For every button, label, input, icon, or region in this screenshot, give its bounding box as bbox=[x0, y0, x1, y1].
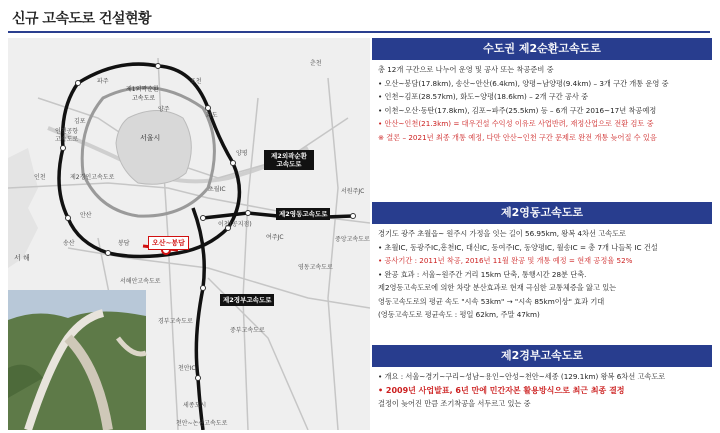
section-body bbox=[372, 367, 712, 411]
section-yeongdong2 bbox=[372, 202, 712, 322]
label-ring1: 제1외곽순환 bbox=[126, 86, 159, 93]
info-line: ※ 결론 – 2021년 최종 개통 예정, 다만 안산~인천 구간 문제로 완전 개통 늦어질 수 있음 bbox=[378, 132, 657, 142]
info-line: • 초월IC, 동광주IC,흥천IC, 대신IC, 동여주IC, 동양평IC, 월송IC = 총 7개 나들목 IC 건설 bbox=[378, 242, 658, 252]
info-line: • 완공 효과 : 서울~원주간 거리 15km 단축, 통행시간 28분 단축. bbox=[378, 269, 587, 279]
label-yangpyeong: 양평 bbox=[236, 150, 248, 157]
info-line: • 안산~인천(21.3km) = 대우건설 수익성 이유로 사업반려, 재정산업으로 전환 검토 중 bbox=[378, 119, 654, 128]
section-body bbox=[372, 60, 712, 144]
info-line: • 오산~봉담(17.8km), 송산~안산(6.4km), 양평~남양평(9.4km) – 3개 구간 개통 운영 중 bbox=[378, 78, 669, 88]
tag-ring2: 제2외곽순환 고속도로 bbox=[264, 150, 314, 170]
label-bongdam: 봉담 bbox=[118, 240, 130, 247]
info-line: 제2영동고속도로에 의한 차량 분산효과로 현재 극심한 교통체증을 앓고 있는 bbox=[378, 283, 617, 292]
info-line: (영동고속도로 평균속도 : 평일 62km, 주말 47km) bbox=[378, 310, 540, 319]
label-ansan: 안산 bbox=[80, 212, 92, 219]
label-seohaean: 서해안고속도로 bbox=[120, 278, 161, 285]
label-songsan: 송산 bbox=[63, 240, 75, 247]
label-gimpo: 김포 bbox=[74, 118, 86, 125]
info-line: • 인천~김포(28.57km), 화도~양평(18.6km) – 2개 구간 공사 중 bbox=[378, 92, 589, 101]
label-seowonju-jc: 서원주JC bbox=[341, 188, 365, 195]
section-header: 제2경부고속도로 bbox=[372, 345, 712, 367]
tag-gyeongbu2: 제2경부고속도로 bbox=[220, 294, 274, 306]
label-yangju: 양주 bbox=[158, 106, 170, 113]
label-west-sea: 서 해 bbox=[14, 254, 30, 262]
info-line: • 공사기간 : 2011년 착공, 2016년 11월 완공 및 개통 예정 = 현재 공정율 52% bbox=[378, 256, 633, 265]
label-cheonan-nonsan: 천안~논산고속도로 bbox=[176, 420, 228, 427]
info-line: 경기도 광주 초월읍~ 원주시 가정을 잇는 길이 56.95km, 왕복 4차선 고속도로 bbox=[378, 229, 626, 238]
label-jungbu: 중부고속도로 bbox=[230, 327, 265, 334]
label-yeongdong: 영동고속도로 bbox=[298, 264, 333, 271]
tag-yeongdong2: 제2영동고속도로 bbox=[276, 208, 330, 220]
section-header: 제2영동고속도로 bbox=[372, 202, 712, 224]
info-line: • 개요 : 서울~경기~구리~성남~용인~안성~천안~세종 (129.1km) 왕복 6차선 고속도로 bbox=[378, 372, 666, 381]
label-incheon-airport-road: 고속도로 bbox=[55, 136, 79, 143]
label-chowol-ic: 초월IC bbox=[208, 186, 226, 193]
label-hwado: 화도 bbox=[206, 112, 218, 119]
section-ring2 bbox=[372, 38, 712, 144]
section-gyeongbu2 bbox=[372, 345, 712, 411]
label-chuncheon: 춘천 bbox=[310, 60, 322, 67]
info-line: • 이천~오산·동탄(17.8km), 김포~파주(25.5km) 등 – 6개 구간 2016~17년 착공예정 bbox=[378, 105, 657, 115]
info-line: 총 12개 구간으로 나누어 운영 및 공사 또는 착공준비 중 bbox=[378, 65, 554, 74]
section-header: 수도권 제2순환고속도로 bbox=[372, 38, 712, 60]
label-icheon: 이천(공지점) bbox=[218, 221, 252, 228]
label-pocheon: 포천 bbox=[190, 78, 202, 85]
info-line: 결정이 늦어진 만큼 조기착공을 서두르고 있는 중 bbox=[378, 399, 531, 408]
label-ring1-road: 고속도로 bbox=[132, 95, 156, 102]
label-paju: 파주 bbox=[97, 78, 109, 85]
highway-map bbox=[8, 38, 370, 430]
page-title: 신규 고속도로 건설현황 bbox=[12, 11, 151, 27]
info-line: • 2009년 사업발표, 6년 만에 민간자본 활용방식으로 최근 최종 결정 bbox=[378, 385, 625, 395]
label-gyeongin2: 제2경인고속도로 bbox=[70, 174, 115, 181]
tag-osan-bongdam: 오산~봉담 bbox=[148, 236, 189, 250]
label-yeoju-jc: 여주JC bbox=[266, 234, 284, 241]
label-incheon-airport: 인천공항 bbox=[55, 128, 79, 135]
info-panel bbox=[372, 38, 712, 408]
info-line: 영동고속도로의 평균 속도 "시속 53km" → "시속 85km이상" 효과 기대 bbox=[378, 296, 605, 306]
section-body bbox=[372, 224, 712, 322]
label-sejong: 세종도시 bbox=[183, 402, 207, 409]
label-seoul: 서울시 bbox=[140, 134, 161, 142]
label-gyeongbu: 경부고속도로 bbox=[158, 318, 193, 325]
title-divider bbox=[8, 31, 710, 33]
label-jungang: 중앙고속도로 bbox=[335, 236, 370, 243]
label-cheonan-ic: 천안IC bbox=[178, 365, 196, 372]
label-incheon: 인천 bbox=[34, 174, 46, 181]
